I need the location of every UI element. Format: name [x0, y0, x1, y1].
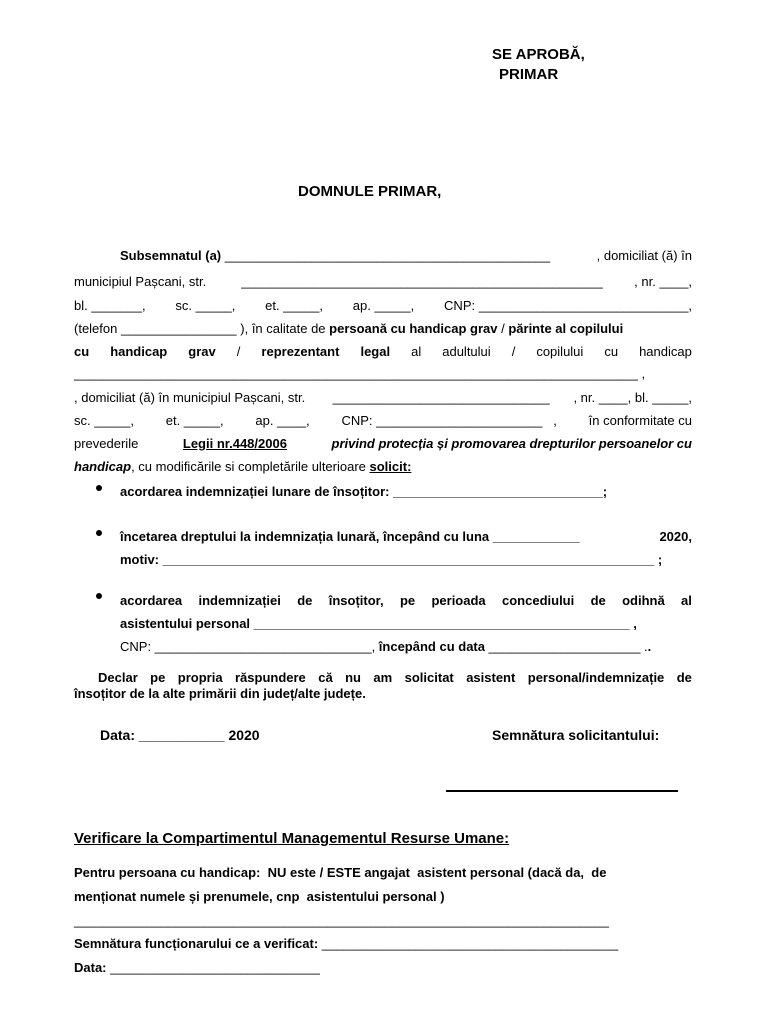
approval-line-1: SE APROBĂ, [492, 46, 585, 63]
date-row [100, 727, 260, 743]
para1-line8: sc. _____, et. _____, ap. ____, CNP: _______________________ , în conformitate cu [74, 413, 692, 428]
declaration-line2: însoțitor de la alte primării din județ/alte județe. [74, 686, 366, 701]
salutation: DOMNULE PRIMAR, [298, 183, 442, 200]
verification-line4: Semnătura funcționarului ce a verificat: _________________________________________ [74, 936, 619, 951]
para1-line2: municipiul Pașcani, str. __________________________________________________ , nr. ____, [74, 274, 692, 289]
date-year: 2020 [224, 727, 260, 743]
bullet-1-icon [96, 485, 102, 491]
para1-line7: , domiciliat (ă) în municipiul Pașcani, str. ______________________________ , nr. ____, bl. _____, [74, 390, 692, 405]
bullet-2-icon [96, 530, 102, 536]
verification-line1: Pentru persoana cu handicap: NU este / ESTE angajat asistent personal (dacă da, de [74, 865, 607, 880]
bullet-3-line1: acordarea indemnizației de însoțitor, pe perioada concediului de odihnă al [120, 593, 692, 608]
para1-line10: handicap , cu modificările si completările ulterioare solicit: [74, 459, 412, 474]
signature-line [446, 790, 678, 792]
bullet-3-line2: asistentului personal ____________________________________________________ , [120, 616, 637, 631]
verification-line3: __________________________________________________________________________ [74, 913, 610, 928]
date-blank: ___________ [138, 727, 225, 743]
para1-line1: Subsemnatul (a) _____________________________________________ , domiciliat (ă) în [120, 248, 692, 263]
signature-label: Semnătura solicitantului: [492, 727, 660, 743]
para1-line6: ______________________________________________________________________________ , [74, 366, 646, 381]
bullet-1-text: acordarea indemnizației lunare de însoțitor: _____________________________; [120, 484, 608, 499]
para1-line3: bl. _______, sc. _____, et. _____, ap. _____, CNP: _____________________________, [74, 298, 692, 313]
date-label: Data: [100, 727, 136, 743]
verification-title: Verificare la Compartimentul Managementul Resurse Umane: [74, 830, 510, 847]
bullet-2-line2: motiv: ____________________________________________________________________ ; [120, 552, 663, 567]
bullet-3-line3: CNP: ______________________________, începând cu data _____________________ . . [120, 639, 652, 654]
bullet-2-line1: încetarea dreptului la indemnizația lunară, începând cu luna ____________ 2020, [120, 529, 692, 544]
bullet-3-icon [96, 593, 102, 599]
para1-line4: (telefon ________________ ), în calitate de persoană cu handicap grav / părinte al copilului [74, 321, 624, 336]
para1-line5: cu handicap grav / reprezentant legal al adultului / copilului cu handicap [74, 344, 692, 359]
verification-line2: menționat numele și prenumele, cnp asistentului personal ) [74, 889, 445, 904]
approval-line-2: PRIMAR [499, 66, 559, 83]
para1-line9: prevederile Legii nr.448/2006 privind protecția și promovarea drepturilor persoanelor cu [74, 436, 692, 451]
verification-line5: Data: _____________________________ [74, 960, 320, 975]
declaration-line1: Declar pe propria răspundere că nu am solicitat asistent personal/indemnizație de [98, 670, 692, 685]
